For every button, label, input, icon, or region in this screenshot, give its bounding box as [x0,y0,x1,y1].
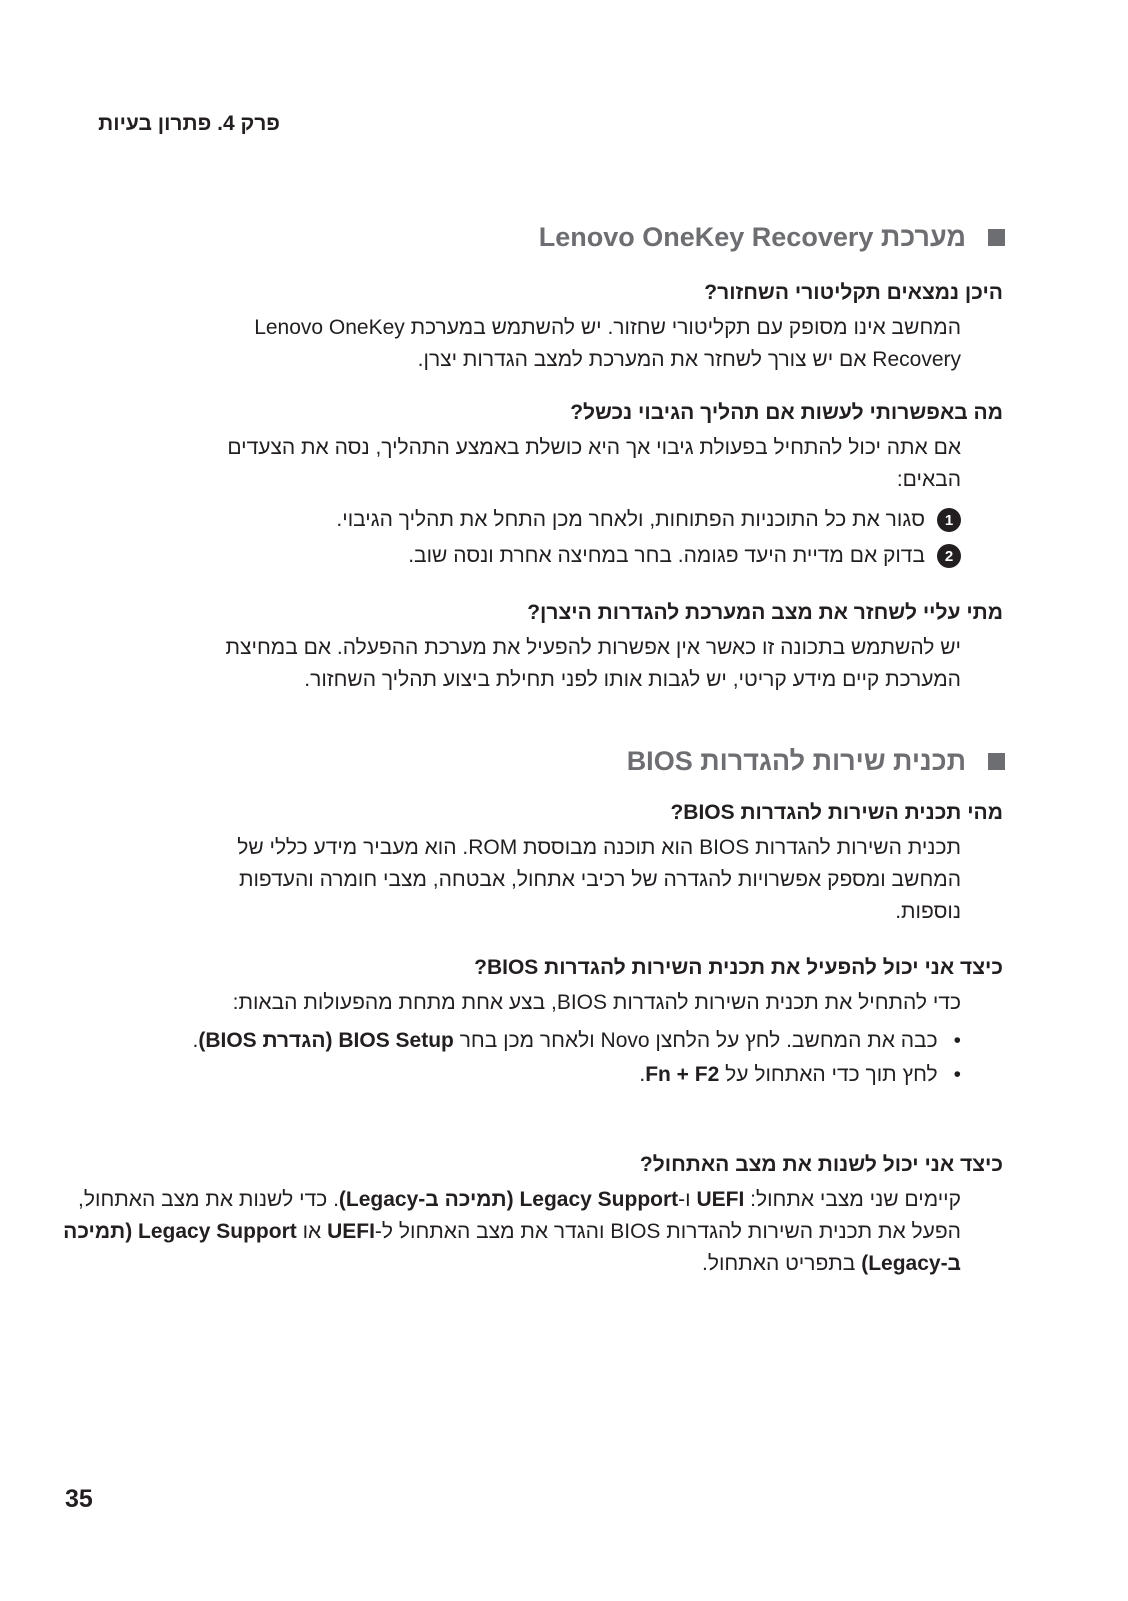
page-number: 35 [65,1485,93,1513]
answer-line: הבאים: [896,468,961,491]
answer-line: אם אתה יכול להתחיל בפעולת גיבוי אך היא כושלת באמצע התהליך, נסה את הצעדים [227,436,961,459]
bold-run: Legacy Support (תמיכה ב-Legacy) [338,1188,679,1211]
bold-run: Fn + F2 [645,1063,720,1086]
answer [40,632,961,696]
text-run: לחץ תוך כדי האתחול על [719,1063,938,1086]
answer [40,432,961,496]
list-item [40,1059,961,1091]
bios-methods-list [40,1025,961,1091]
list-item-text [639,1059,937,1091]
answer [40,987,961,1019]
text-run: קיימים שני מצבי אתחול: [744,1188,961,1211]
qa-recovery-discs [40,280,1003,376]
text-run: כבה את המחשב. לחץ על הלחצן Novo ולאחר מכן בחר [453,1029,938,1052]
text-run: . [639,1063,646,1086]
qa-bios-start [40,955,1003,1093]
list-item [40,538,961,574]
section-title: תכנית שירות להגדרות BIOS [626,746,966,776]
answer [40,832,961,928]
step-text: סגור את כל התוכניות הפתוחות, ולאחר מכן התחל את תהליך הגיבוי. [336,508,925,531]
text-run: או [296,1220,328,1243]
bullet-dot-icon: • [953,1029,961,1052]
answer-paragraph [40,1184,961,1280]
section-heading-recovery [539,222,1005,253]
text-run: . [192,1029,199,1052]
qa-bios-what [40,800,1003,928]
bold-run: UEFI [327,1220,375,1243]
question: כיצד אני יכול לשנות את מצב האתחול? [639,1153,1003,1176]
answer-line: המחשב אינו מסופק עם תקליטורי שחזור. יש להשתמש במערכת Lenovo OneKey [254,316,961,339]
bold-run: Legacy Support (תמיכה ב-Legacy) [63,1220,961,1275]
bold-run: UEFI [696,1188,745,1211]
answer-line: יש להשתמש בתכונה זו כאשר אין אפשרות להפעיל את מערכת ההפעלה. אם במחיצת [225,636,961,659]
step-number-badge: 1 [937,508,961,532]
text-run: בתפריט האתחול. [702,1252,862,1275]
answer [40,312,961,376]
question: מה באפשרותי לעשות אם תהליך הגיבוי נכשל? [570,401,1003,424]
bullet-dot-icon: • [953,1063,961,1086]
qa-boot-mode [40,1152,1003,1280]
bold-run: BIOS Setup (הגדרת BIOS) [198,1029,454,1052]
step-text: בדוק אם מדיית היעד פגומה. בחר במחיצה אחרת ונסה שוב. [408,544,925,567]
chapter-header: פרק 4. פתרון בעיות [98,112,280,135]
answer-line: המערכת קיים מידע קריטי, יש לגבות אותו לפני תחילת ביצוע תהליך השחזור. [304,668,961,691]
square-bullet-icon [988,229,1005,246]
text-run: ו- [678,1188,697,1211]
steps-list [40,502,961,574]
question: כיצד אני יכול להפעיל את תכנית השירות להגדרות BIOS? [474,956,1003,979]
square-bullet-icon [988,753,1005,770]
answer-line: Recovery אם יש צורך לשחזר את המערכת למצב הגדרות יצרן. [417,348,961,371]
list-item [40,1025,961,1057]
step-number-badge: 2 [937,544,961,568]
text-run: . כדי לשנות את מצב האתחול, הפעל את תכנית השירות להגדרות BIOS והגדר את מצב האתחול ל- [78,1188,961,1243]
list-item-text [192,1025,937,1057]
answer-line: כדי להתחיל את תכנית השירות להגדרות BIOS, בצע אחת מתחת מהפעולות הבאות: [232,991,961,1014]
question: היכן נמצאים תקליטורי השחזור? [704,281,1003,304]
answer-line: נוספות. [895,900,961,923]
list-item [40,502,961,538]
answer [40,1184,961,1280]
section-heading-bios [627,746,1005,777]
answer-line: תכנית השירות להגדרות BIOS הוא תוכנה מבוססת ROM. הוא מעביר מידע כללי של [237,836,961,859]
question: מתי עליי לשחזר את מצב המערכת להגדרות היצרן? [527,601,1003,624]
section-title: מערכת Lenovo OneKey Recovery [538,222,966,252]
answer-line: המחשב ומספק אפשרויות להגדרה של רכיבי אתחול, אבטחה, מצבי חומרה והעדפות [238,868,961,891]
qa-factory-restore [40,600,1003,696]
qa-backup-failed [40,400,1003,574]
question: מהי תכנית השירות להגדרות BIOS? [670,801,1003,824]
